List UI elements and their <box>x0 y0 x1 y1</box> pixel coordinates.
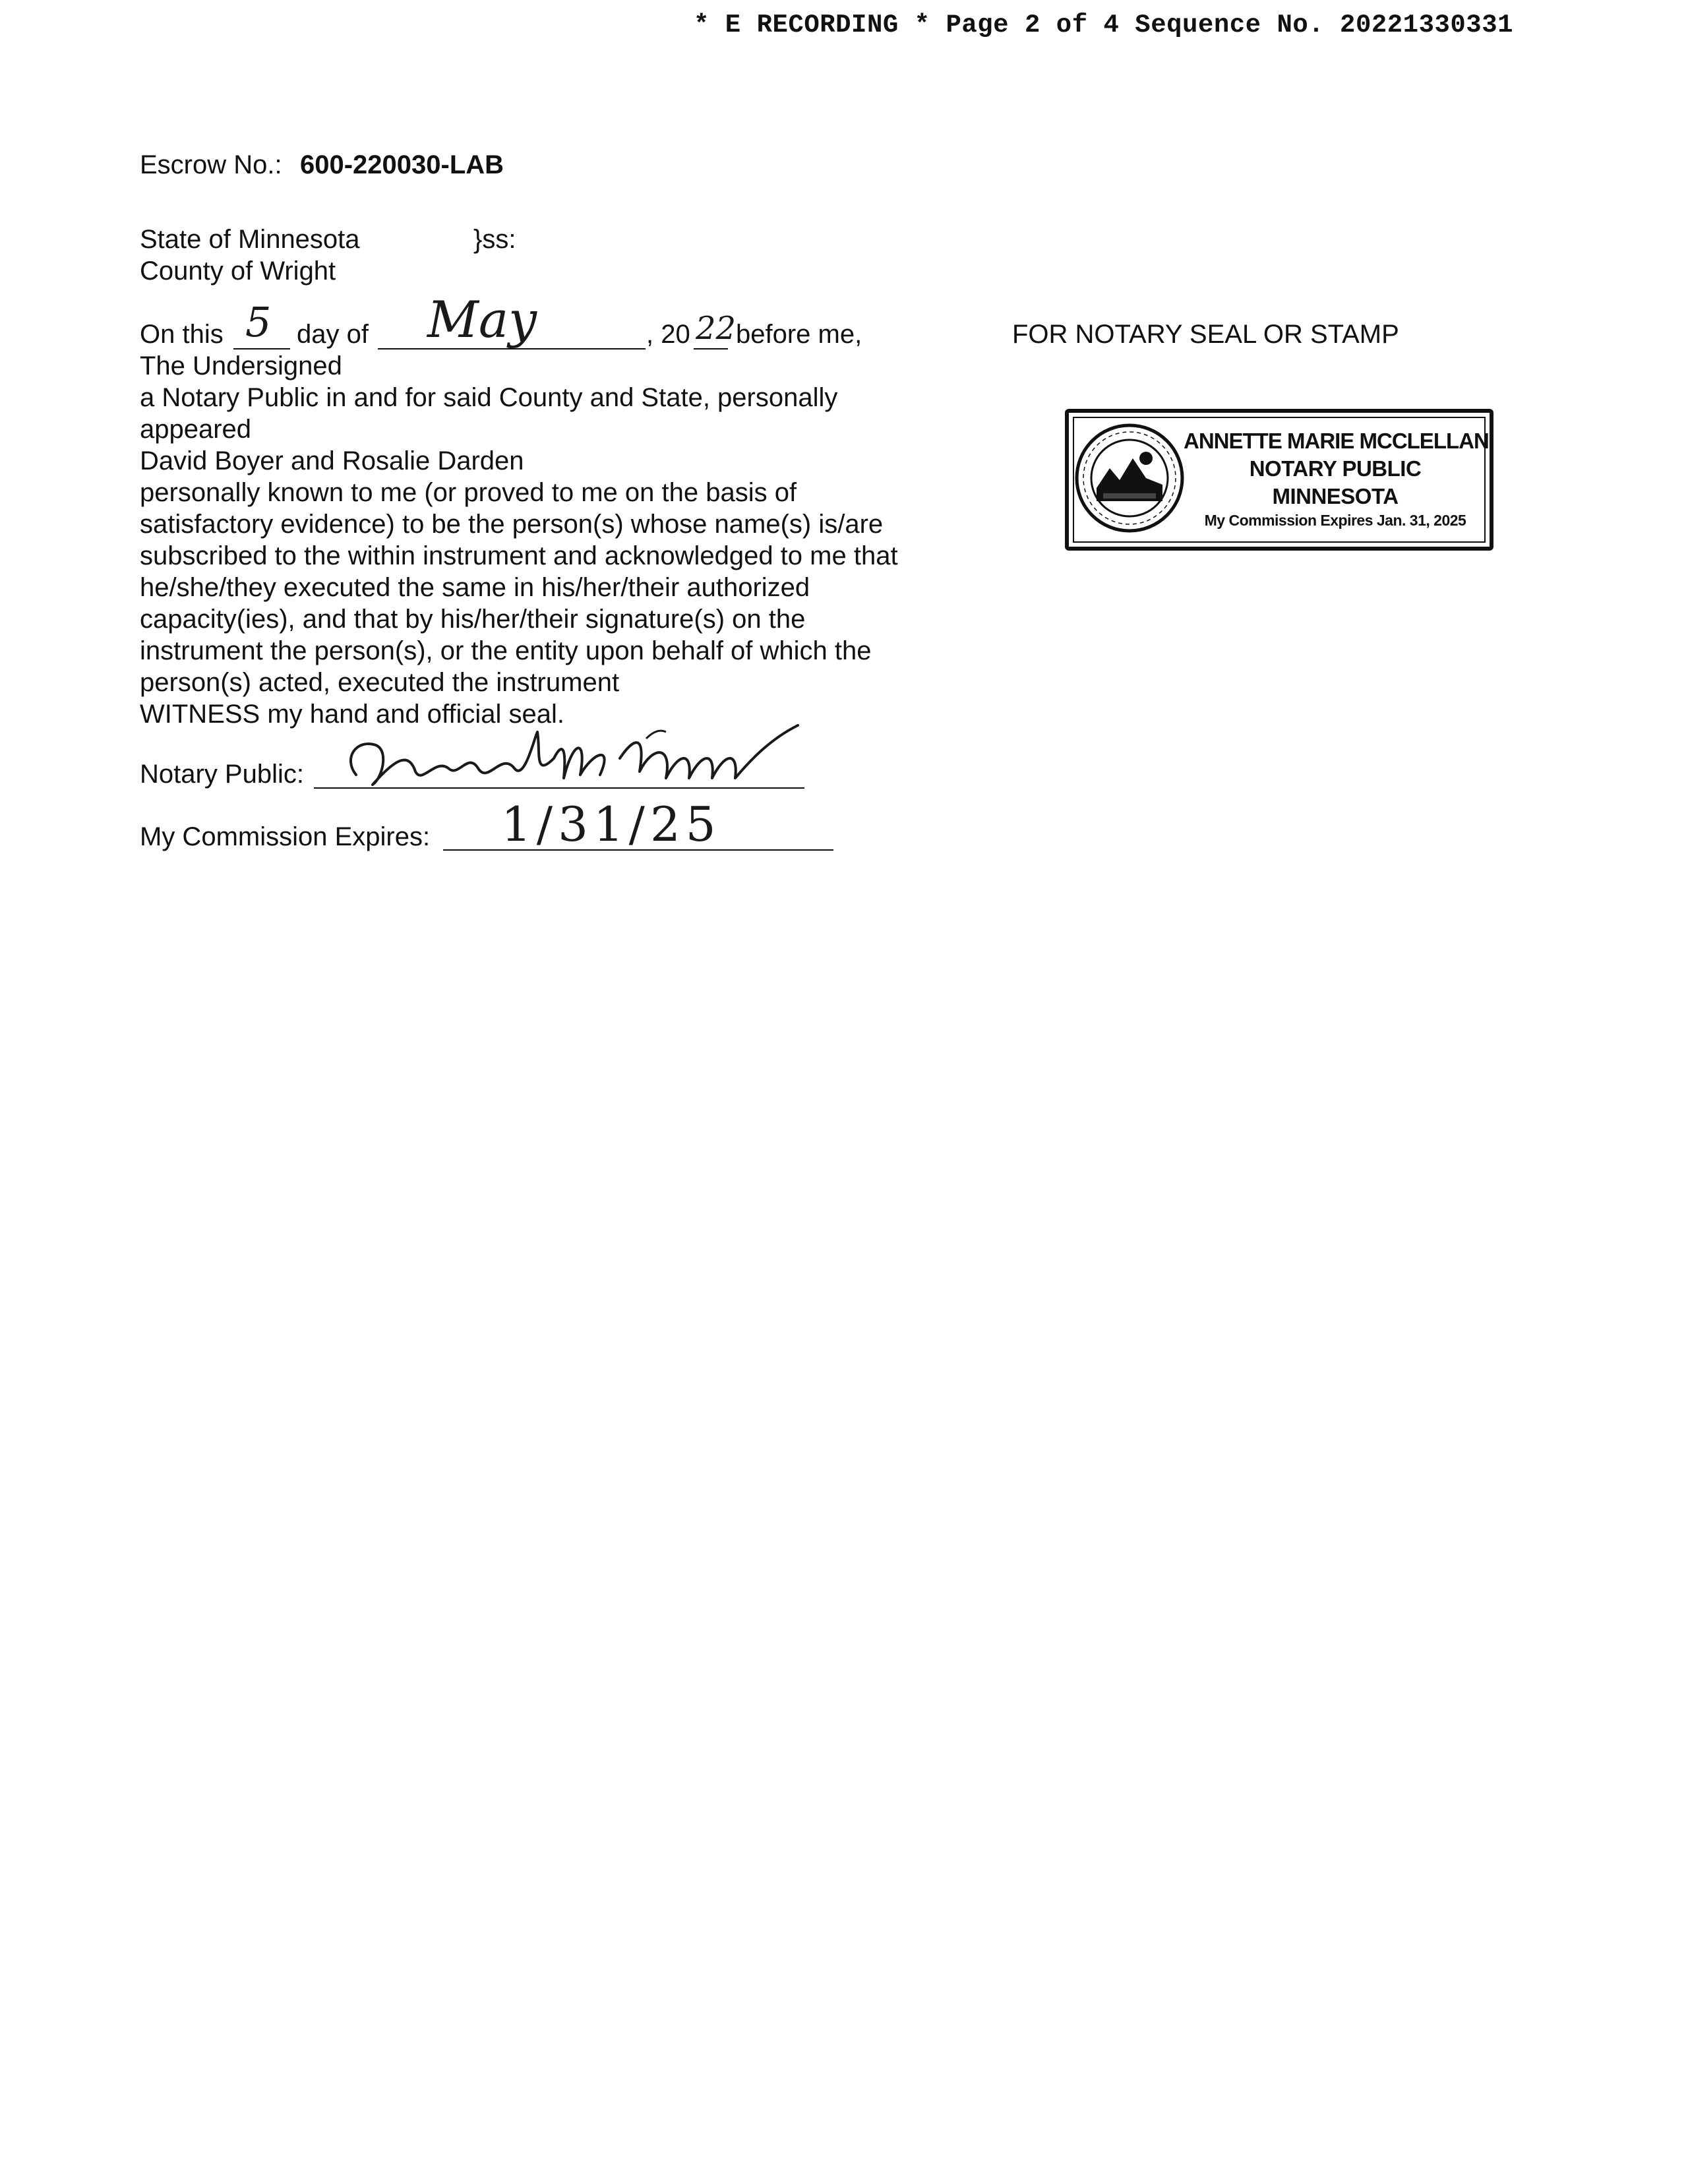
stamp-notary-title: NOTARY PUBLIC <box>1249 456 1422 481</box>
ack-before-me: before me, <box>736 320 862 349</box>
day-blank-line <box>233 348 290 349</box>
commission-label: My Commission Expires: <box>140 822 431 851</box>
ack-line-12: person(s) acted, executed the instrument <box>140 668 620 697</box>
escrow-label: Escrow No.: <box>140 150 282 179</box>
ack-day-of: day of <box>297 320 369 349</box>
ack-line-10: capacity(ies), and that by his/her/their signature(s) on the <box>140 605 806 634</box>
ack-line-6: personally known to me (or proved to me on the basis of <box>140 478 797 507</box>
month-handwritten: May <box>427 290 537 349</box>
venue-ss: }ss: <box>473 225 516 254</box>
day-handwritten: 5 <box>245 298 272 346</box>
stamp-expires: My Commission Expires Jan. 31, 2025 <box>1204 512 1466 529</box>
notary-signature <box>336 712 857 804</box>
ack-line-9: he/she/they executed the same in his/her/their authorized <box>140 573 810 602</box>
recording-header: * E RECORDING * Page 2 of 4 Sequence No. 20221330331 <box>694 11 1513 40</box>
stamp-notary-name: ANNETTE MARIE MCCLELLAN <box>1184 429 1489 453</box>
notary-public-label: Notary Public: <box>140 760 304 789</box>
ack-line-11: instrument the person(s), or the entity upon behalf of which the <box>140 636 872 665</box>
venue-county: County of Wright <box>140 257 336 286</box>
escrow-number: 600-220030-LAB <box>300 150 504 179</box>
state-seal-icon <box>1073 422 1186 534</box>
ack-witness: WITNESS my hand and official seal. <box>140 700 564 729</box>
stamp-state: MINNESOTA <box>1272 484 1399 508</box>
ack-line-7: satisfactory evidence) to be the person(s) whose name(s) is/are <box>140 510 884 539</box>
ack-year-prefix: , 20 <box>646 320 690 349</box>
commission-date-handwritten: 1/31/25 <box>501 797 721 852</box>
year-handwritten: 22 <box>696 310 737 347</box>
ack-undersigned: The Undersigned <box>140 351 342 380</box>
ack-line-3: a Notary Public in and for said County and State, personally <box>140 383 838 412</box>
ack-names: David Boyer and Rosalie Darden <box>140 446 524 475</box>
stamp-area-label: FOR NOTARY SEAL OR STAMP <box>1012 320 1399 349</box>
venue-state: State of Minnesota <box>140 225 360 254</box>
ack-line-8: subscribed to the within instrument and acknowledged to me that <box>140 541 898 570</box>
ack-line-4: appeared <box>140 415 252 444</box>
year-blank-line <box>694 348 728 349</box>
ack-on-this: On this <box>140 320 224 349</box>
